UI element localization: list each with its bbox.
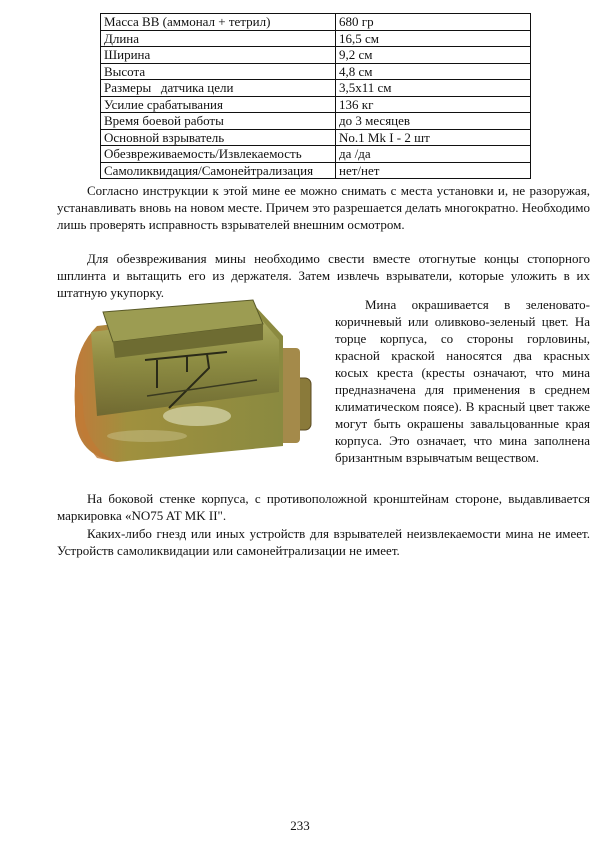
spec-value: No.1 Mk I - 2 шт xyxy=(336,129,531,146)
spec-table xyxy=(100,13,531,179)
paragraph-disarming xyxy=(57,250,590,301)
spec-label: Размеры датчика цели xyxy=(101,80,336,97)
spec-value: до 3 месяцев xyxy=(336,113,531,130)
page-number: 233 xyxy=(290,818,310,833)
spec-label: Время боевой работы xyxy=(101,113,336,130)
paragraph-text: Согласно инструкции к этой мине ее можно снимать с места установки и, не разоружая, устанавливать вновь на новом месте. Причем это разрешается делать многократно. Необходимо лишь проверять исправность взрывателей внешним осмотром. xyxy=(57,183,590,232)
paragraph-coloring-with-image xyxy=(57,296,590,470)
spec-value: 4,8 см xyxy=(336,63,531,80)
spec-value: 680 гр xyxy=(336,14,531,31)
paragraph-text: На боковой стенке корпуса, с противоположной кронштейнам стороне, выдавливается маркировка «NO75 AT MK II". xyxy=(57,491,590,523)
table-row xyxy=(101,96,531,113)
table-row xyxy=(101,146,531,163)
spec-label: Самоликвидация/Самонейтрализация xyxy=(101,162,336,179)
spec-label: Высота xyxy=(101,63,336,80)
paragraph-marking xyxy=(57,490,590,524)
spec-value: да /да xyxy=(336,146,531,163)
table-row xyxy=(101,30,531,47)
spec-value: 3,5х11 см xyxy=(336,80,531,97)
table-row xyxy=(101,129,531,146)
spec-value: 16,5 см xyxy=(336,30,531,47)
paragraph-text: Мина окрашивается в зеленовато-коричневый или оливково-зеленый цвет. На торце корпуса, со стороны горловины, красной краской наносятся два красных косых креста (кресты означают, что мина предназначена для применения в среднем климатическом поясе). В красный цвет также могут быть окрашены завальцованные края корпуса. Это означает, что мина заполнена бризантным взрывчатым веществом. xyxy=(335,297,590,465)
table-row xyxy=(101,80,531,97)
spec-value: нет/нет xyxy=(336,162,531,179)
anti-tank-mine-image-icon xyxy=(57,296,325,466)
table-row xyxy=(101,63,531,80)
spec-value: 136 кг xyxy=(336,96,531,113)
spec-label: Ширина xyxy=(101,47,336,64)
spec-label: Обезвреживаемость/Извлекаемость xyxy=(101,146,336,163)
table-row xyxy=(101,14,531,31)
table-row xyxy=(101,162,531,179)
spec-label: Основной взрыватель xyxy=(101,129,336,146)
paragraph-text: Каких-либо гнезд или иных устройств для взрывателей неизвлекаемости мина не имеет. Устройств самоликвидации или самонейтрализации не имеет. xyxy=(57,526,590,558)
spec-value: 9,2 см xyxy=(336,47,531,64)
paragraph-no-sockets xyxy=(57,525,590,559)
paragraph-text: Для обезвреживания мины необходимо свести вместе отогнутые концы стопорного шплинта и вытащить его из держателя. Затем извлечь взрыватели, которые уложить в их штатную укупорку. xyxy=(57,251,590,300)
table-row xyxy=(101,47,531,64)
spec-label: Масса ВВ (аммонал + тетрил) xyxy=(101,14,336,31)
spec-label: Усилие срабатывания xyxy=(101,96,336,113)
paragraph-removal-instructions xyxy=(57,182,590,233)
mine-photo xyxy=(57,296,325,466)
spec-label: Длина xyxy=(101,30,336,47)
table-row xyxy=(101,113,531,130)
